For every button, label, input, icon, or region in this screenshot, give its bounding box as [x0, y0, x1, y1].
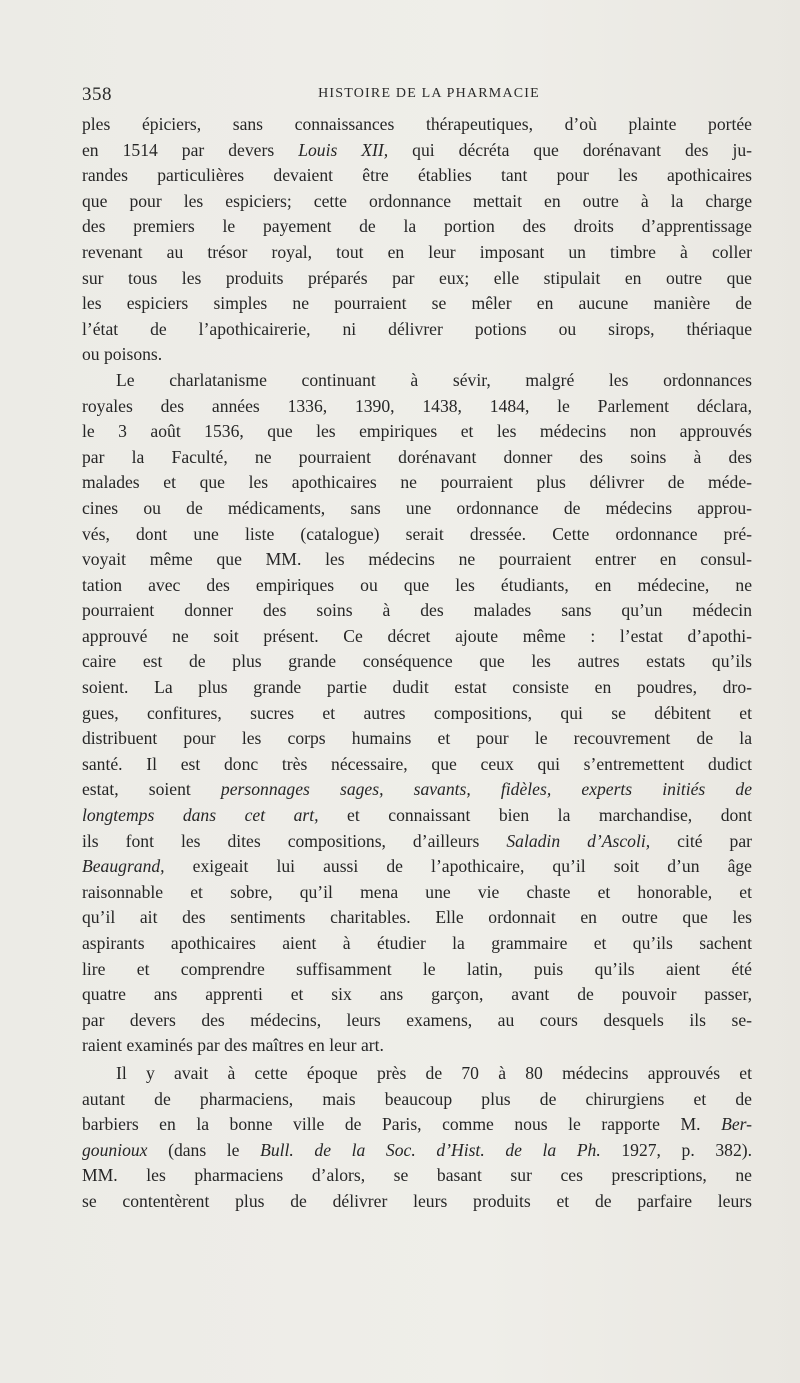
text-line: Il y avait à cette époque près de 70 à 80 médecins approuvés et: [116, 1062, 752, 1083]
text-line: aspirants apothicaires aient à étudier la grammaire et qu’ils sachent: [82, 933, 752, 953]
text-line: autant de pharmaciens, mais beaucoup plus de chirurgiens et de: [82, 1088, 752, 1109]
text-line: randes particulières devaient être établies tant pour les apothicaires: [82, 165, 752, 186]
text-line: ils font les dites compositions, d’ailleurs Saladin d’Ascoli, cité par: [82, 830, 752, 851]
text-line: MM. les pharmaciens d’alors, se basant sur ces prescriptions, ne: [82, 1165, 752, 1186]
text-line: malades et que les apothicaires ne pourraient plus délivrer de méde-: [82, 472, 752, 493]
text-line: l’état de l’apothicairerie, ni délivrer potions ou sirops, thériaque: [82, 318, 752, 339]
text-line: quatre ans apprenti et six ans garçon, avant de pouvoir passer,: [82, 984, 752, 1005]
text-line: royales des années 1336, 1390, 1438, 1484, le Parlement déclara,: [82, 395, 752, 416]
text-line: Beaugrand, exigeait lui aussi de l’apothicaire, qu’il soit d’un âge: [82, 856, 752, 877]
text-line: par la Faculté, ne pourraient dorénavant donner des soins à des: [82, 446, 752, 467]
text-line: par devers des médecins, leurs examens, au cours desquels ils se-: [82, 1009, 752, 1030]
text-line: les espiciers simples ne pourraient se mêler en aucune manière de: [82, 293, 752, 314]
text-line: des premiers le payement de la portion des droits d’apprentissage: [82, 216, 752, 237]
text-line: cines ou de médicaments, sans une ordonnance de médecins approu-: [82, 497, 752, 518]
running-head: HISTOIRE DE LA PHARMACIE: [318, 86, 540, 101]
text-line: raisonnable et sobre, qu’il mena une vie chaste et honorable, et: [82, 881, 752, 902]
text-line: distribuent pour les corps humains et pour le recouvrement de la: [82, 728, 752, 749]
text-line: ou poisons.: [82, 344, 163, 365]
paragraph-3: [82, 1061, 752, 1215]
text-line: se contentèrent plus de délivrer leurs produits et de parfaire leurs: [82, 1190, 752, 1211]
text-line: qu’il ait des sentiments charitables. Elle ordonnait en outre que les: [82, 907, 752, 928]
text-line: soient. La plus grande partie dudit estat consiste en poudres, dro-: [82, 677, 752, 698]
text-line: revenant au trésor royal, tout en leur imposant un timbre à coller: [82, 241, 752, 262]
text-line: tation avec des empiriques ou que les étudiants, en médecine, ne: [82, 574, 752, 595]
text-line: vés, dont une liste (catalogue) serait dressée. Cette ordonnance pré-: [82, 523, 752, 544]
text-line: barbiers en la bonne ville de Paris, comme nous le rapporte M. Ber-: [82, 1114, 752, 1135]
page-number: 358: [82, 84, 112, 105]
text-line: sur tous les produits préparés par eux; elle stipulait en outre que: [82, 267, 752, 288]
text-line: longtemps dans cet art, et connaissant bien la marchandise, dont: [82, 805, 752, 826]
page-header: [82, 84, 752, 108]
text-line: santé. Il est donc très nécessaire, que ceux qui s’entremettent dudict: [82, 753, 752, 774]
text-line: raient examinés par des maîtres en leur art.: [82, 1035, 384, 1056]
text-line: gues, confitures, sucres et autres compositions, qui se débitent et: [82, 702, 752, 723]
text-line: Le charlatanisme continuant à sévir, malgré les ordonnances: [116, 369, 752, 390]
text-line: ples épiciers, sans connaissances thérapeutiques, d’où plainte portée: [82, 114, 752, 134]
text-line: voyait même que MM. les médecins ne pourraient entrer en consul-: [82, 549, 752, 570]
text-line: pourraient donner des soins à des malades sans qu’un médecin: [82, 600, 752, 621]
text-line: estat, soient personnages sages, savants, fidèles, experts initiés de: [82, 779, 753, 800]
text-line: le 3 août 1536, que les empiriques et les médecins non approuvés: [82, 421, 752, 442]
text-line: lire et comprendre suffisamment le latin, puis qu’ils aient été: [82, 958, 752, 979]
paragraph-1: [82, 112, 752, 368]
text-line: en 1514 par devers Louis XII, qui décréta que dorénavant des ju-: [82, 139, 752, 160]
body-text: [82, 112, 752, 1215]
text-line: approuvé ne soit présent. Ce décret ajoute même : l’estat d’apothi-: [82, 625, 752, 646]
text-line: que pour les espiciers; cette ordonnance mettait en outre à la charge: [82, 190, 752, 211]
text-line: gounioux (dans le Bull. de la Soc. d’Hist. de la Ph. 1927, p. 382).: [82, 1139, 753, 1160]
paragraph-2: [82, 368, 752, 1059]
text-line: caire est de plus grande conséquence que les autres estats qu’ils: [82, 651, 752, 672]
